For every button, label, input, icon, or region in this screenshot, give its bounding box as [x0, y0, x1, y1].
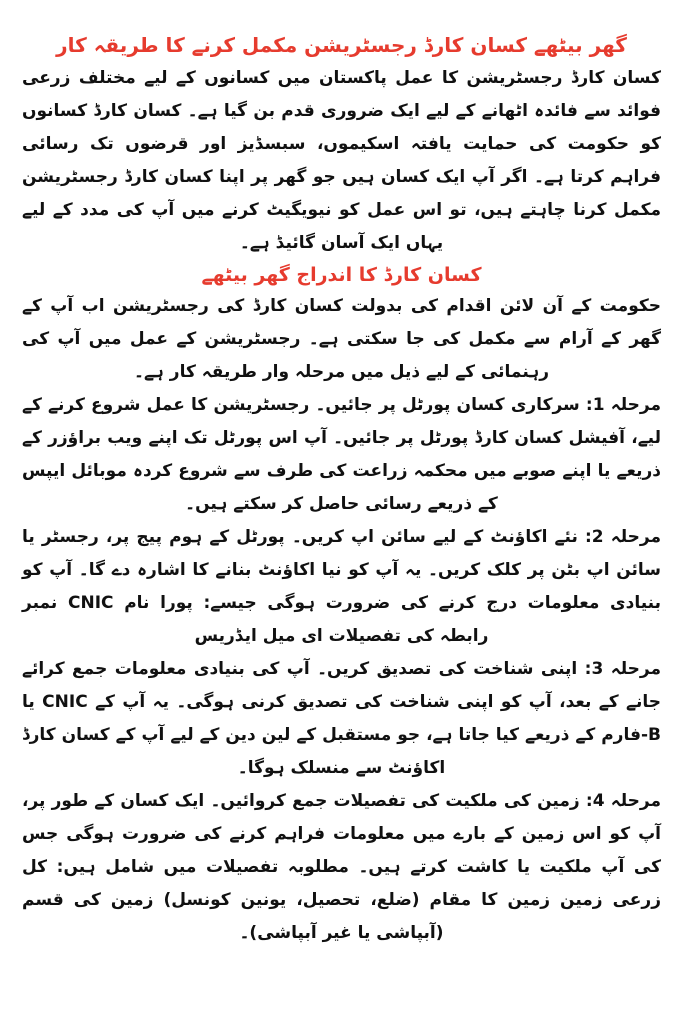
overview-paragraph: حکومت کے آن لائن اقدام کی بدولت کسان کارڈ کی رجسٹریشن اب آپ کے گھر کے آرام سے مکمل کی جا سکتی ہے۔ رجسٹریشن کے عمل میں آپ کی رہنمائی کے لیے ذیل میں مرحلہ وار طریقہ کار ہے۔: [22, 296, 661, 382]
step-4-paragraph: مرحلہ 4: زمین کی ملکیت کی تفصیلات جمع کروائیں۔ ایک کسان کے طور پر، آپ کو اس زمین کے بارے میں معلومات فراہم کرنے کی ضرورت ہوگی جس کی آپ ملکیت یا کاشت کرتے ہیں۔ مطلوبہ تفصیلات میں شامل ہیں: کل زرعی زمین زمین کا مقام (ضلع، تحصیل، یونین کونسل) زمین کی قسم (آبپاشی یا غیر آبپاشی)۔: [22, 791, 662, 943]
intro-paragraph: کسان کارڈ رجسٹریشن کا عمل پاکستان میں کسانوں کے لیے مختلف زرعی فوائد سے فائدہ اٹھانے کے لیے ایک ضروری قدم بن گیا ہے۔ کسان کارڈ کسانوں کو حکومت کی حمایت یافتہ اسکیموں، سبسڈیز اور قرضوں تک رسائی فراہم کرتا ہے۔ اگر آپ ایک کسان ہیں جو گھر پر اپنا کسان کارڈ رجسٹریشن مکمل کرنا چاہتے ہیں، تو اس عمل کو نیویگیٹ کرنے میں آپ کی مدد کے لیے یہاں ایک آسان گائیڈ ہے۔: [22, 68, 661, 253]
article-title: گھر بیٹھے کسان کارڈ رجسٹریشن مکمل کرنے کا طریقہ کار: [56, 33, 627, 57]
section-subtitle: کسان کارڈ کا اندراج گھر بیٹھے: [201, 264, 482, 286]
step-2-paragraph: مرحلہ 2: نئے اکاؤنٹ کے لیے سائن اپ کریں۔ پورٹل کے ہوم پیج پر، رجسٹر یا سائن اپ بٹن پر کلک کریں۔ یہ آپ کو نیا اکاؤنٹ بنانے کا اشارہ دے گا۔ آپ کو بنیادی معلومات درج کرنے کی ضرورت ہوگی جیسے: پورا نام CNIC نمبر رابطہ کی تفصیلات ای میل ایڈریس: [22, 527, 662, 646]
step-1-paragraph: مرحلہ 1: سرکاری کسان پورٹل پر جائیں۔ رجسٹریشن کا عمل شروع کرنے کے لیے، آفیشل کسان کارڈ پورٹل پر جائیں۔ آپ اس پورٹل تک اپنے ویب براؤزر کے ذریعے یا اپنے صوبے میں محکمہ زراعت کی طرف سے شروع کردہ موبائل ایپس کے ذریعے رسائی حاصل کر سکتے ہیں۔: [22, 395, 661, 514]
step-3-paragraph: مرحلہ 3: اپنی شناخت کی تصدیق کریں۔ آپ کی بنیادی معلومات جمع کرائے جانے کے بعد، آپ کو اپنی شناخت کی تصدیق کرنی ہوگی۔ یہ آپ کے CNIC یا B-فارم کے ذریعے کیا جاتا ہے، جو مستقبل کے لین دین کے لیے آپ کے کسان کارڈ اکاؤنٹ سے منسلک ہوگا۔: [22, 659, 662, 778]
